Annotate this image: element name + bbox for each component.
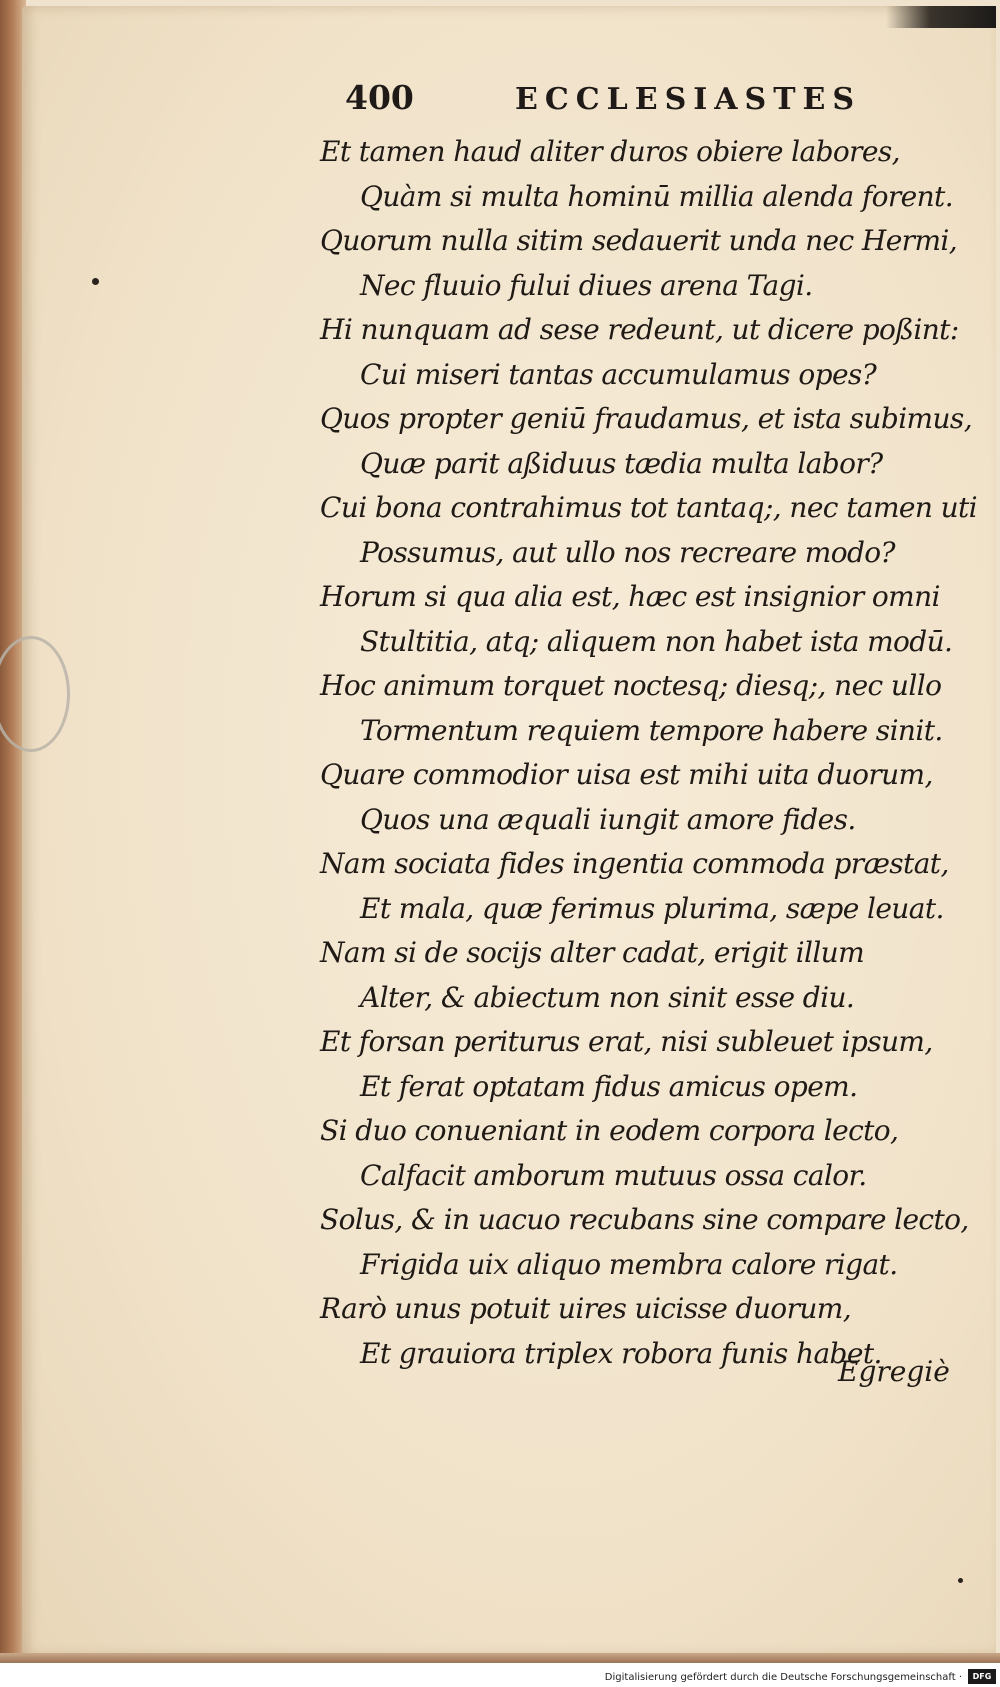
running-head: ECCLESIASTES — [515, 82, 862, 117]
verse-line: Hi nunquam ad sese redeunt, ut dicere poßint: — [320, 313, 959, 346]
verse-line: Quæ parit aßiduus tædia multa labor? — [360, 446, 883, 480]
verse-line: Cui bona contrahimus tot tantaq;, nec tamen uti — [320, 491, 978, 524]
verse-line: Solus, & in uacuo recubans sine compare lecto, — [320, 1203, 969, 1236]
verse-line: Calfacit amborum mutuus ossa calor. — [360, 1158, 867, 1192]
verse-list — [320, 130, 980, 1376]
verse-line: Et mala, quæ ferimus plurima, sæpe leuat. — [360, 891, 944, 925]
verse-line: Hoc animum torquet noctesq; diesq;, nec ullo — [320, 669, 942, 702]
dfg-logo-icon: DFG — [968, 1669, 996, 1684]
verse-line: Quorum nulla sitim sedauerit unda nec Hermi, — [320, 224, 958, 257]
verse-line: Rarò unus potuit uires uicisse duorum, — [320, 1292, 852, 1325]
verse-line: Et tamen haud aliter duros obiere labores, — [320, 135, 900, 168]
bookmark-ring — [0, 636, 70, 752]
verse-line: Stultitia, atq; aliquem non habet ista modū. — [360, 624, 953, 658]
verse-line: Nam sociata fides ingentia commoda præstat, — [320, 847, 949, 880]
verse-line: Tormentum requiem tempore habere sinit. — [360, 713, 943, 747]
page-header — [345, 78, 965, 126]
page-bottom-edge — [0, 1653, 1000, 1663]
verse-line: Et ferat optatam fidus amicus opem. — [360, 1069, 858, 1103]
ink-speck — [958, 1578, 963, 1583]
verse-line: Nam si de socijs alter cadat, erigit illum — [320, 936, 865, 969]
verse-line: Possumus, aut ullo nos recreare modo? — [360, 535, 895, 569]
page-number: 400 — [345, 78, 414, 117]
verse-line: Si duo conueniant in eodem corpora lecto, — [320, 1114, 899, 1147]
ink-speck — [92, 278, 99, 285]
verse-line: Nec fluuio fului diues arena Tagi. — [360, 268, 813, 302]
page-corner-shadow — [886, 6, 996, 28]
catchword: Egregiè — [838, 1355, 950, 1388]
verse-line: Et grauiora triplex robora funis habet. — [360, 1336, 882, 1370]
verse-line: Alter, & abiectum non sinit esse diu. — [360, 980, 855, 1014]
verse-line: Quos propter geniū fraudamus, et ista subimus, — [320, 402, 973, 435]
verse-line: Et forsan periturus erat, nisi subleuet ipsum, — [320, 1025, 933, 1058]
verse-line: Horum si qua alia est, hæc est insignior omni — [320, 580, 940, 613]
verse-line: Quos una æquali iungit amore fides. — [360, 802, 856, 836]
verse-line: Quare commodior uisa est mihi uita duorum, — [320, 758, 933, 791]
verse-line: Cui miseri tantas accumulamus opes? — [360, 357, 877, 391]
funding-credit: Digitalisierung gefördert durch die Deutsche Forschungsgemeinschaft · — [604, 1672, 962, 1683]
verse-line: Quàm si multa hominū millia alenda forent. — [360, 179, 954, 213]
footer-bar — [0, 1663, 1000, 1687]
verse-line: Frigida uix aliquo membra calore rigat. — [360, 1247, 898, 1281]
